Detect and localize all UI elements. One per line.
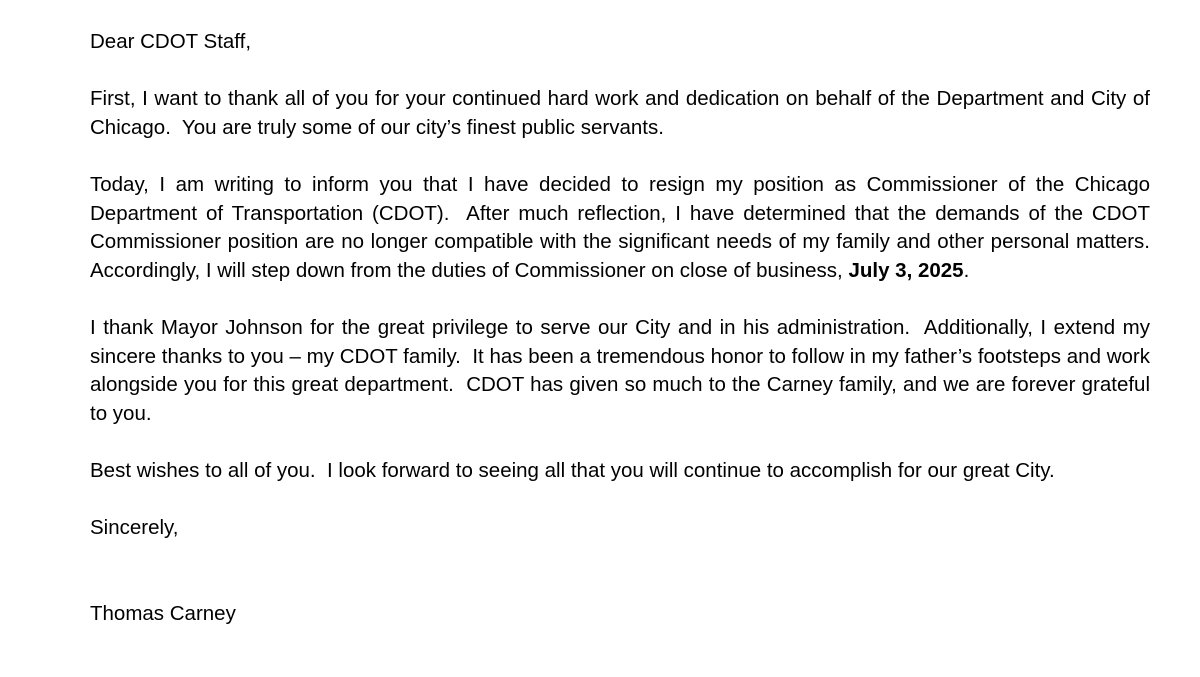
signature-name: Thomas Carney	[90, 601, 236, 625]
paragraph-gratitude: I thank Mayor Johnson for the great privilege to serve our City and in his administration. Additionally, I extend my sincere thanks to you – my CDOT family. It has been a tremendous honor to follow in my father’s footsteps and work alongside you for this great department. CDOT has given so much to the Carney family, and we are forever grateful to you.	[90, 315, 1156, 425]
paragraph-resignation	[90, 171, 1162, 285]
closing: Sincerely,	[90, 516, 179, 540]
resignation-text: Today, I am writing to inform you that I have decided to resign my position as Commissioner of the Chicago Department of Transportation (CDOT). After much reflection, I have determined that the demands of the CDOT Commissioner position are no longer compatible with the significant needs of my family and other personal matters. Accordingly, I will step down from the duties of Commissioner on close of business,	[90, 172, 1162, 282]
resignation-period: .	[963, 258, 970, 282]
letter-body	[90, 28, 1162, 657]
salutation: Dear CDOT Staff,	[90, 30, 252, 53]
signature-space	[90, 571, 1150, 600]
resignation-date: July 3, 2025	[848, 258, 964, 282]
paragraph-best-wishes: Best wishes to all of you. I look forward to seeing all that you will continue to accomplish for our great City.	[90, 458, 1055, 482]
paragraph-thanks: First, I want to thank all of you for your continued hard work and dedication on behalf of the Department and City of Chicago. You are truly some of our city’s finest public servants.	[90, 87, 1156, 139]
